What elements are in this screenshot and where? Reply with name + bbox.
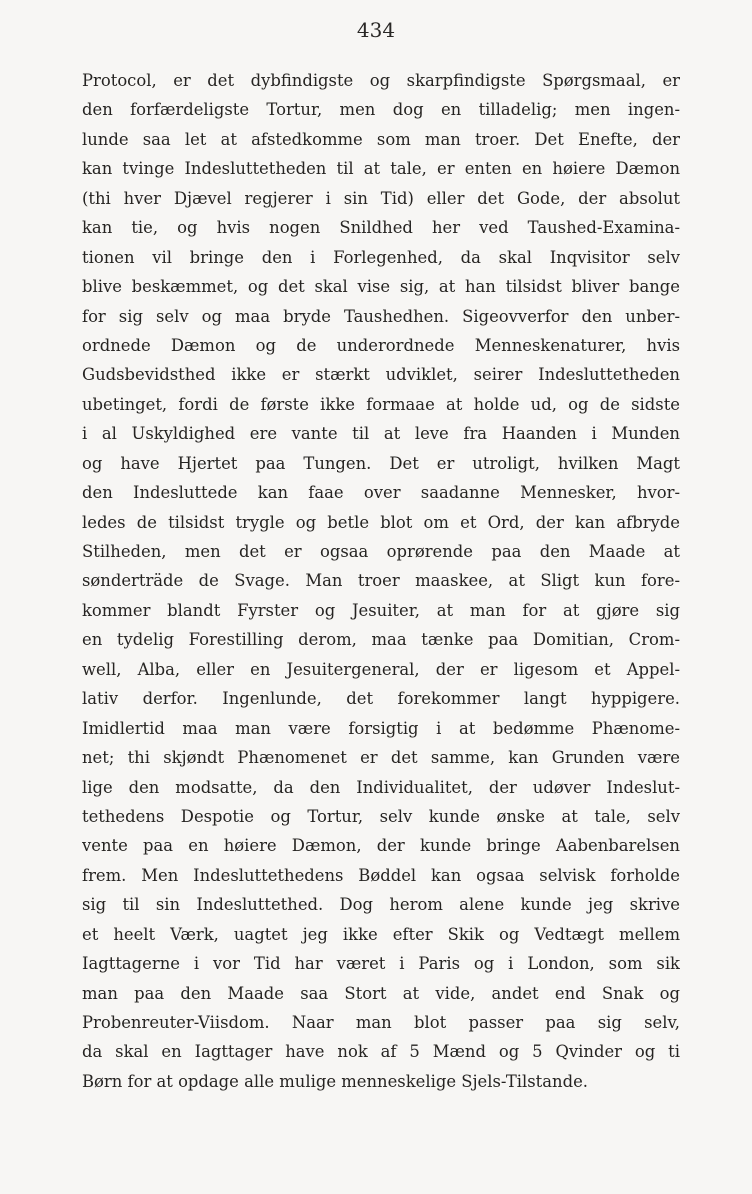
text-line-32: man paa den Maade saa Stort at vide, andet end Snak og (82, 983, 680, 1003)
text-line-30: et heelt Værk, uagtet jeg ikke efter Skik og Vedtægt mellem (82, 924, 680, 944)
text-line-21: well, Alba, eller en Jesuitergeneral, der er ligesom et Appel- (82, 659, 680, 679)
text-line-4: kan tvinge Indesluttetheden til at tale, er enten en høiere Dæmon (82, 159, 680, 179)
text-line-35: Børn for at opdage alle mulige menneskelige Sjels-Tilstande. (82, 1071, 588, 1091)
text-line-25: lige den modsatte, da den Individualitet, der udøver Indeslut- (82, 777, 680, 797)
text-line-10: ordnede Dæmon og de underordnede Menneskenaturer, hvis (82, 335, 680, 355)
text-line-9: for sig selv og maa bryde Taushedhen. Sigeovverfor den unber- (82, 306, 680, 326)
text-line-24: net; thi skjøndt Phænomenet er det samme, kan Grunden være (82, 748, 680, 768)
text-line-34: da skal en Iagttager have nok af 5 Mænd og 5 Qvinder og ti (82, 1042, 680, 1062)
text-line-29: sig til sin Indesluttethed. Dog herom alene kunde jeg skrive (82, 895, 680, 915)
text-line-28: frem. Men Indesluttethedens Bøddel kan ogsaa selvisk forholde (82, 865, 680, 885)
text-line-19: kommer blandt Fyrster og Jesuiter, at man for at gjøre sig (82, 600, 680, 620)
text-line-13: i al Uskyldighed ere vante til at leve fra Haanden i Munden (82, 424, 680, 444)
text-line-7: tionen vil bringe den i Forlegenhed, da skal Inqvisitor selv (82, 247, 680, 267)
text-line-18: sønderträde de Svage. Man troer maaskee, at Sligt kun fore- (82, 571, 680, 591)
text-line-27: vente paa en høiere Dæmon, der kunde bringe Aabenbarelsen (82, 836, 680, 856)
page-number: 434 (356, 18, 396, 42)
text-line-8: blive beskæmmet, og det skal vise sig, at han tilsidst bliver bange (82, 277, 680, 297)
text-line-15: den Indesluttede kan faae over saadanne Mennesker, hvor- (82, 483, 680, 503)
text-line-26: tethedens Despotie og Tortur, selv kunde ønske at tale, selv (82, 806, 680, 826)
text-line-3: lunde saa let at afstedkomme som man troer. Det Enefte, der (82, 129, 680, 149)
body-text (82, 66, 680, 1096)
text-line-33: Probenreuter-Viisdom. Naar man blot passer paa sig selv, (82, 1013, 680, 1032)
text-line-31: Iagttagerne i vor Tid har været i Paris og i London, som sik (82, 954, 680, 974)
text-line-20: en tydelig Forestilling derom, maa tænke paa Domitian, Crom- (82, 630, 680, 650)
text-line-22: lativ derfor. Ingenlunde, det forekommer langt hyppigere. (82, 689, 680, 709)
text-line-11: Gudsbevidsthed ikke er stærkt udviklet, seirer Indesluttetheden (82, 365, 680, 385)
text-line-5: (thi hver Djævel regjerer i sin Tid) eller det Gode, der absolut (82, 188, 680, 208)
text-line-12: ubetinget, fordi de første ikke formaae at holde ud, og de sidste (82, 394, 680, 414)
text-line-17: Stilheden, men det er ogsaa oprørende paa den Maade at (82, 542, 680, 561)
text-line-23: Imidlertid maa man være forsigtig i at bedømme Phænome- (82, 718, 680, 738)
text-line-16: ledes de tilsidst trygle og betle blot om et Ord, der kan afbryde (82, 512, 680, 532)
text-line-14: og have Hjertet paa Tungen. Det er utroligt, hvilken Magt (82, 453, 680, 473)
text-line-1: Protocol, er det dybfindigste og skarpfindigste Spørgsmaal, er (82, 71, 680, 90)
text-line-2: den forfærdeligste Tortur, men dog en tilladelig; men ingen- (82, 100, 680, 120)
text-line-6: kan tie, og hvis nogen Snildhed her ved Taushed-Examina- (82, 218, 680, 238)
